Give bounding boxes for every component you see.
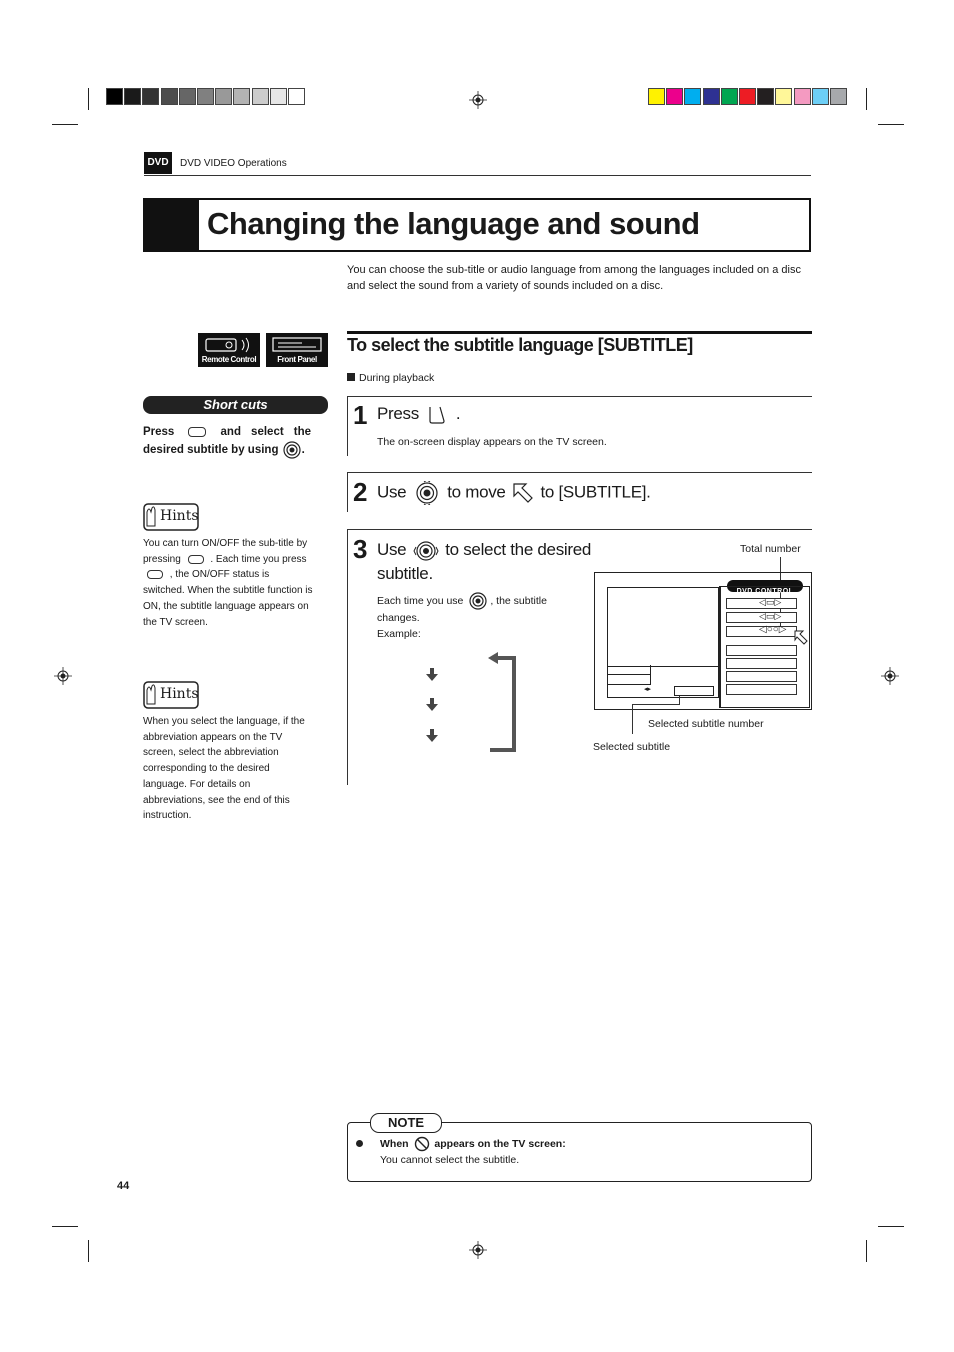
step-1-top-rule: [347, 396, 812, 397]
color-swatch: [684, 88, 701, 105]
step-1-instruction: [377, 404, 460, 425]
step-3-text-a: Use: [377, 540, 407, 559]
hints-badge: [143, 502, 203, 532]
gray-swatch: [233, 88, 250, 105]
subtitle-value-icon: ◁○○▷: [759, 624, 787, 635]
step-2-instruction: [377, 481, 651, 505]
left-right-arrows-icon: ◁▭▷: [759, 611, 782, 621]
crop-mark-br-v: [866, 1240, 867, 1262]
gray-swatch: [142, 88, 159, 105]
gray-swatch: [161, 88, 178, 105]
shortcuts-rest: and select the desired subtitle by using: [143, 426, 311, 457]
step-2-text-b: to move: [447, 482, 506, 502]
gray-swatch: [270, 88, 287, 105]
example-label: Example:: [377, 628, 421, 640]
selected-subtitle-cell: [674, 686, 714, 696]
crop-mark-bl-h: [52, 1226, 78, 1227]
condition-text: During playback: [359, 372, 435, 384]
hints-label: Hints: [160, 508, 199, 524]
jog-dial-icon: [282, 441, 302, 459]
step-1-side-rule: [347, 396, 348, 456]
control-row: [726, 684, 797, 695]
note-text: You cannot select the subtitle.: [380, 1154, 520, 1166]
shortcuts-title: Short cuts: [203, 397, 268, 412]
registration-mark-icon: [469, 91, 487, 109]
color-swatch: [830, 88, 847, 105]
note-bullet-icon: [356, 1140, 363, 1147]
registration-mark-icon: [469, 1241, 487, 1259]
control-row: [726, 645, 797, 656]
step-1-number: 1: [353, 400, 368, 430]
left-right-arrows-icon: ◂▸: [644, 686, 652, 693]
step-1-subtext: The on-screen display appears on the TV screen.: [377, 436, 607, 448]
dvd-control-title: DVD CONTROL: [736, 588, 794, 595]
down-arrow-icon: [426, 668, 438, 682]
total-number-label: Total number: [740, 543, 801, 555]
condition-line: [347, 372, 434, 384]
color-swatch: [703, 88, 720, 105]
control-row: [726, 598, 797, 609]
gray-swatch: [197, 88, 214, 105]
page-title: Changing the language and sound: [207, 206, 700, 241]
hints1-part-1: You can turn ON/OFF the sub-title by pressing: [143, 538, 308, 565]
step-2-top-rule: [347, 472, 812, 473]
prohibited-icon: [414, 1136, 430, 1152]
step-3-sub-b: , the subtitle changes.: [377, 594, 547, 624]
video-area: [607, 587, 719, 667]
shortcuts-title-bar: [143, 396, 328, 414]
hints1-part-3: , the ON/OFF status is switched. When the subtitle function is ON, the subtitle language appears on the TV screen.: [143, 569, 313, 628]
step-3-sub-a: Each time you use: [377, 594, 464, 607]
registration-mark-icon: [54, 667, 72, 685]
front-panel-label: Front Panel: [277, 355, 317, 364]
step-1-text-a: Press: [377, 404, 419, 423]
crop-mark-tr-v: [866, 88, 867, 110]
crop-mark-bl-v: [88, 1240, 89, 1262]
section-label: DVD VIDEO Operations: [180, 158, 287, 169]
color-swatch: [739, 88, 756, 105]
selected-number-leader-v: [679, 696, 680, 705]
step-2-text-a: Use: [377, 482, 407, 502]
hints-label: Hints: [160, 686, 199, 702]
gray-swatch: [215, 88, 232, 105]
selected-number-leader: [632, 704, 633, 734]
remote-control-badge: [198, 333, 260, 367]
crop-mark-tr-h: [878, 124, 904, 125]
color-swatch: [775, 88, 792, 105]
remote-control-label: Remote Control: [201, 355, 257, 364]
shortcuts-end: .: [301, 444, 305, 457]
hints-text-1: [143, 536, 313, 630]
subtitle-button-icon: [188, 555, 204, 564]
subtitle-button-icon: [188, 427, 206, 437]
hints1-part-2: . Each time you press: [210, 553, 307, 565]
selected-subtitle-number-label: Selected subtitle number: [648, 718, 764, 730]
dvd-section-badge: [144, 152, 172, 174]
note-colon: :: [562, 1137, 566, 1150]
left-right-arrows-icon: ◁▭▷: [759, 597, 782, 607]
note-label-box: [370, 1113, 442, 1133]
color-swatch: [757, 88, 774, 105]
gray-swatch: [106, 88, 123, 105]
color-swatch: [666, 88, 683, 105]
title-black-block: [145, 200, 199, 250]
color-swatch: [648, 88, 665, 105]
step-3-instruction: [377, 538, 602, 586]
note-bold-a: When: [380, 1137, 409, 1150]
info-cell: [608, 675, 651, 685]
gray-swatch: [179, 88, 196, 105]
color-swatch: [721, 88, 738, 105]
step-3-subtext: [377, 592, 592, 626]
step-2-number: 2: [353, 477, 368, 507]
shortcuts-press: Press: [143, 426, 175, 438]
gray-swatch: [124, 88, 141, 105]
step-1-text-b: .: [455, 404, 461, 423]
step-3-top-rule: [347, 529, 812, 530]
step-3-side-rule: [347, 529, 348, 785]
subtitle-control-row: [726, 626, 797, 637]
step-3-number: 3: [353, 534, 368, 564]
note-bold-b: appears on the TV screen: [434, 1137, 563, 1150]
note-heading: [380, 1136, 566, 1152]
subtitle-button-icon: [147, 570, 163, 579]
step-2-text-c: to [SUBTITLE].: [540, 482, 651, 502]
section-heading: To select the subtitle language [SUBTITLE]: [347, 335, 693, 355]
hints-text-2: When you select the language, if the abbreviation appears on the TV screen, select the abbreviation corresponding to the desired language. For details on abbreviations, see the end of this instruction.: [143, 716, 305, 822]
down-arrow-icon: [426, 729, 438, 743]
jog-dial-icon: [415, 481, 439, 505]
on-screen-button-icon: [427, 405, 447, 425]
cursor-arrow-icon: [794, 630, 808, 646]
jog-dial-icon: [466, 592, 490, 610]
info-cell: [608, 665, 651, 675]
section-rule-top: [347, 331, 812, 334]
crop-mark-br-h: [878, 1226, 904, 1227]
gray-swatch: [288, 88, 305, 105]
cursor-arrow-icon: [512, 482, 534, 504]
header-rule: [144, 175, 811, 176]
color-swatch: [794, 88, 811, 105]
front-panel-icon: [272, 337, 322, 353]
crop-mark-tl-v: [88, 88, 89, 110]
hints-badge: [143, 680, 203, 710]
selected-number-leader-h: [632, 704, 680, 705]
step-3-text-b: to select the desired subtitle.: [377, 540, 592, 583]
step-2-side-rule: [347, 472, 348, 512]
shortcuts-text: [143, 423, 311, 459]
return-arrow-icon: [486, 650, 518, 756]
dvd-badge-text: DVD: [147, 157, 169, 168]
color-swatch: [812, 88, 829, 105]
control-row: [726, 612, 797, 623]
down-arrow-icon: [426, 698, 438, 712]
control-row: [726, 658, 797, 669]
registration-mark-icon: [881, 667, 899, 685]
intro-paragraph: You can choose the sub-title or audio language from among the languages included on a disc and select the sound from a variety of sounds included on a disc.: [347, 264, 801, 292]
remote-control-icon: [204, 336, 254, 354]
title-box: [143, 198, 811, 252]
page-number: 44: [117, 1180, 130, 1192]
crop-mark-tl-h: [52, 124, 78, 125]
front-panel-badge: [266, 333, 328, 367]
gray-swatch: [252, 88, 269, 105]
info-bar: [607, 665, 719, 698]
selected-subtitle-label: Selected subtitle: [593, 741, 671, 753]
square-bullet-icon: [347, 373, 355, 381]
jog-dial-icon: [413, 541, 439, 561]
note-label: NOTE: [387, 1115, 425, 1130]
control-row: [726, 671, 797, 682]
